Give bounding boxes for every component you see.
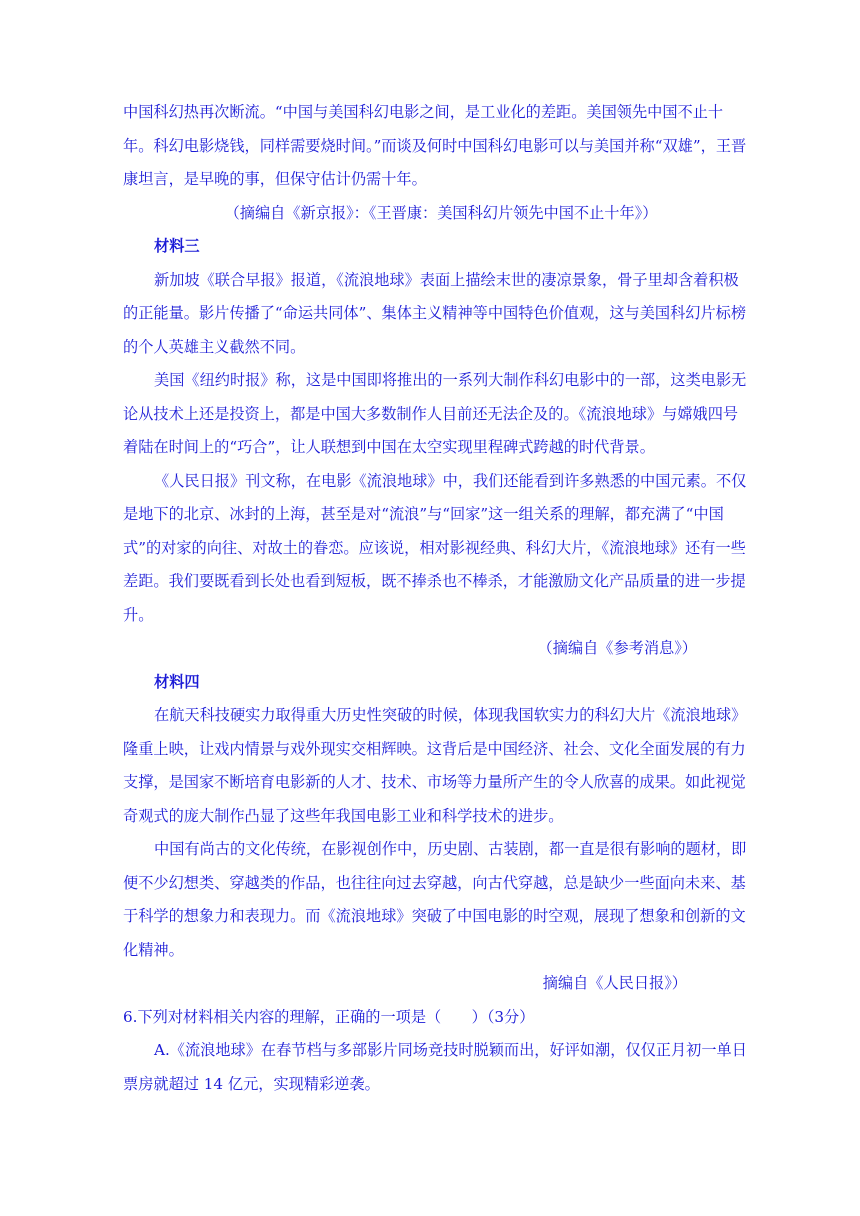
material4-source: 摘编自《人民日报》） [542, 974, 687, 992]
material4-heading: 材料四 [154, 672, 200, 691]
material4-paragraph: 在航天科技硬实力取得重大历史性突破的时候，体现我国软实力的科幻大片《流浪地球》隆重上映，让戏内情景与戏外现实交相辉映。这背后是中国经济、社会、文化全面发展的有力支撑，是国家不断培育电影新的人才、技术、市场等力量所产生的令人欣喜的成果。如此视觉奇观式的庞大制作凸显了这些年我国电影工业和科学技术的进步。 [123, 706, 747, 825]
material2-source: （摘编自《新京报》：《王晋康：美国科幻片领先中国不止十年》） [224, 203, 658, 222]
material4-paragraph: 中国有尚古的文化传统，在影视创作中，历史剧、古装剧，都一直是很有影响的题材，即便不少幻想类、穿越类的作品，也往往向过去穿越，向古代穿越，总是缺少一些面向未来、基于科学的想象力和表现力。而《流浪地球》突破了中国电影的时空观，展现了想象和创新的文化精神。 [123, 840, 747, 959]
document-body [123, 96, 753, 1101]
material3-paragraph: 《人民日报》刊文称，在电影《流浪地球》中，我们还能看到许多熟悉的中国元素。不仅是地下的北京、冰封的上海，甚至是对“流浪”与“回家”这一组关系的理解，都充满了“中国式”的对家的向往、对故土的眷恋。应该说，相对影视经典、科幻大片，《流浪地球》还有一些差距。我们要既看到长处也看到短板，既不捧杀也不棒杀，才能激励文化产品质量的进一步提升。 [123, 471, 747, 624]
question-6-option-a: A.《流浪地球》在春节档与多部影片同场竞技时脱颖而出，好评如潮，仅仅正月初一单日票房就超过 14 亿元，实现精彩逆袭。 [123, 1041, 747, 1093]
question-6-stem: 6.下列对材料相关内容的理解，正确的一项是（ ）（3分） [123, 1007, 535, 1026]
material2-closing-paragraph: 中国科幻热再次断流。“中国与美国科幻电影之间，是工业化的差距。美国领先中国不止十年。科幻电影烧钱，同样需要烧时间。”而谈及何时中国科幻电影可以与美国并称“双雄”，王晋康坦言，是早晚的事，但保守估计仍需十年。 [123, 103, 747, 188]
material3-paragraph: 新加坡《联合早报》报道，《流浪地球》表面上描绘末世的凄凉景象，骨子里却含着积极的正能量。影片传播了“命运共同体”、集体主义精神等中国特色价值观，这与美国科幻片标榜的个人英雄主义截然不同。 [123, 270, 747, 356]
material3-heading: 材料三 [154, 237, 200, 255]
material3-source: （摘编自《参考消息》） [537, 639, 697, 657]
material3-paragraph: 美国《纽约时报》称，这是中国即将推出的一系列大制作科幻电影中的一部，这类电影无论从技术上还是投资上，都是中国大多数制作人目前还无法企及的。《流浪地球》与嫦娥四号着陆在时间上的“巧合”，让人联想到中国在太空实现里程碑式跨越的时代背景。 [123, 371, 747, 456]
